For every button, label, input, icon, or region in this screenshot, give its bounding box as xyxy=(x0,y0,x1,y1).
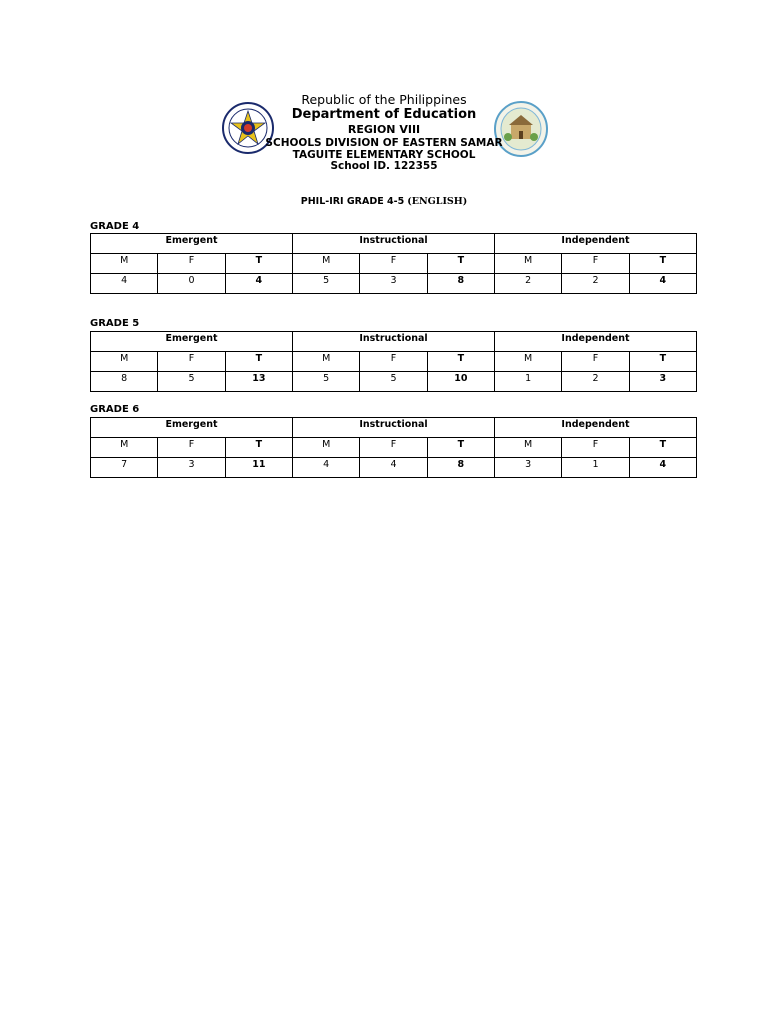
sub-header-cell: M xyxy=(494,254,561,274)
sub-header-cell: T xyxy=(225,352,292,372)
value-cell: 3 xyxy=(158,458,225,478)
sub-header-row xyxy=(91,438,697,458)
sub-header-cell: M xyxy=(91,438,158,458)
value-cell: 3 xyxy=(494,458,561,478)
value-cell: 8 xyxy=(91,372,158,392)
grade-label: GRADE 6 xyxy=(90,404,140,415)
school-id-line: School ID. 122355 xyxy=(330,160,438,172)
grade-label: GRADE 5 xyxy=(90,318,140,329)
grade-table xyxy=(90,417,697,478)
document-title xyxy=(0,196,768,207)
region-line: REGION VIII xyxy=(347,123,421,136)
sub-header-cell: F xyxy=(158,352,225,372)
value-cell: 13 xyxy=(225,372,292,392)
division-line: SCHOOLS DIVISION OF EASTERN SAMAR xyxy=(265,137,503,149)
value-cell: 4 xyxy=(629,458,696,478)
sub-header-cell: F xyxy=(562,254,629,274)
sub-header-cell: F xyxy=(360,352,427,372)
value-cell: 5 xyxy=(360,372,427,392)
sub-header-cell: T xyxy=(225,254,292,274)
value-cell: 2 xyxy=(562,274,629,294)
sub-header-cell: F xyxy=(360,254,427,274)
sub-header-cell: T xyxy=(629,438,696,458)
group-header-cell: Instructional xyxy=(293,332,495,352)
title-subject: (ENGLISH) xyxy=(407,196,468,207)
group-header-row xyxy=(91,332,697,352)
sub-header-cell: T xyxy=(225,438,292,458)
value-cell: 1 xyxy=(562,458,629,478)
sub-header-cell: M xyxy=(494,352,561,372)
group-header-cell: Independent xyxy=(494,418,696,438)
value-cell: 4 xyxy=(91,274,158,294)
group-header-row xyxy=(91,234,697,254)
value-cell: 2 xyxy=(494,274,561,294)
sub-header-cell: F xyxy=(158,254,225,274)
value-cell: 5 xyxy=(158,372,225,392)
table-row xyxy=(91,274,697,294)
value-cell: 3 xyxy=(360,274,427,294)
sub-header-cell: T xyxy=(427,438,494,458)
sub-header-cell: M xyxy=(91,352,158,372)
group-header-cell: Emergent xyxy=(91,332,293,352)
value-cell: 5 xyxy=(293,274,360,294)
sub-header-row xyxy=(91,352,697,372)
value-cell: 4 xyxy=(360,458,427,478)
group-header-cell: Instructional xyxy=(293,234,495,254)
group-header-cell: Instructional xyxy=(293,418,495,438)
sub-header-cell: T xyxy=(629,352,696,372)
department-line: Department of Education xyxy=(291,107,477,122)
table-row xyxy=(91,372,697,392)
sub-header-cell: T xyxy=(629,254,696,274)
value-cell: 4 xyxy=(293,458,360,478)
title-main: PHIL-IRI GRADE 4-5 xyxy=(300,196,405,207)
sub-header-cell: M xyxy=(494,438,561,458)
sub-header-cell: F xyxy=(360,438,427,458)
value-cell: 4 xyxy=(629,274,696,294)
sub-header-cell: M xyxy=(293,352,360,372)
value-cell: 1 xyxy=(494,372,561,392)
group-header-cell: Independent xyxy=(494,234,696,254)
letterhead xyxy=(0,0,768,180)
value-cell: 8 xyxy=(427,274,494,294)
group-header-cell: Independent xyxy=(494,332,696,352)
grade-table xyxy=(90,331,697,392)
sub-header-cell: F xyxy=(562,438,629,458)
sub-header-cell: M xyxy=(293,438,360,458)
group-header-row xyxy=(91,418,697,438)
value-cell: 11 xyxy=(225,458,292,478)
value-cell: 8 xyxy=(427,458,494,478)
value-cell: 4 xyxy=(225,274,292,294)
sub-header-cell: M xyxy=(293,254,360,274)
sub-header-row xyxy=(91,254,697,274)
value-cell: 5 xyxy=(293,372,360,392)
value-cell: 10 xyxy=(427,372,494,392)
sub-header-cell: M xyxy=(91,254,158,274)
sub-header-cell: F xyxy=(562,352,629,372)
table-row xyxy=(91,458,697,478)
sub-header-cell: T xyxy=(427,352,494,372)
grade-table xyxy=(90,233,697,294)
grade-label: GRADE 4 xyxy=(90,221,140,232)
value-cell: 3 xyxy=(629,372,696,392)
republic-line: Republic of the Philippines xyxy=(301,92,467,107)
value-cell: 2 xyxy=(562,372,629,392)
sub-header-cell: F xyxy=(158,438,225,458)
school-line: TAGUITE ELEMENTARY SCHOOL xyxy=(292,149,476,161)
sub-header-cell: T xyxy=(427,254,494,274)
value-cell: 0 xyxy=(158,274,225,294)
group-header-cell: Emergent xyxy=(91,418,293,438)
group-header-cell: Emergent xyxy=(91,234,293,254)
value-cell: 7 xyxy=(91,458,158,478)
